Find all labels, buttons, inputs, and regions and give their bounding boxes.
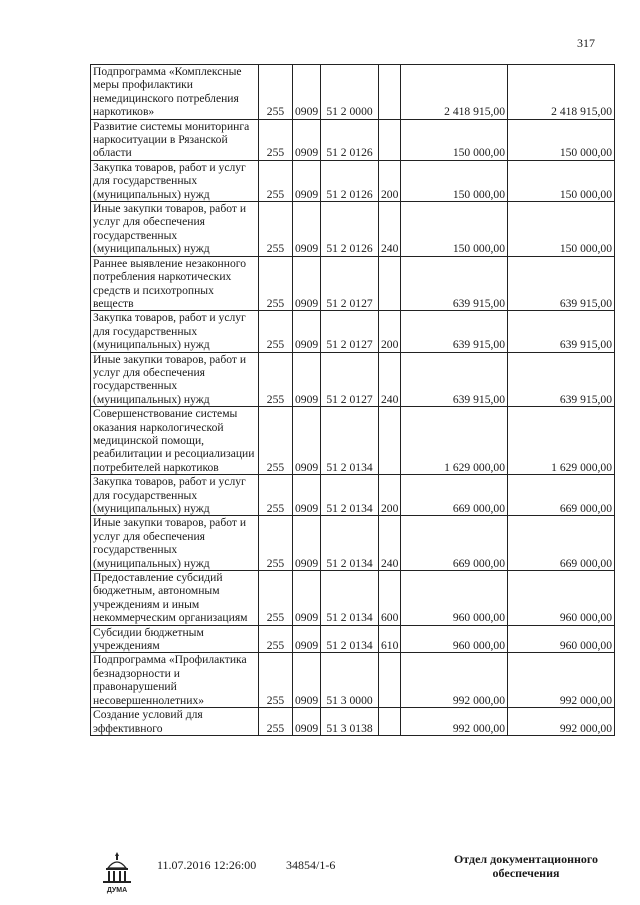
- row-sum2-cell: 669 000,00: [508, 475, 615, 516]
- table-row: [91, 352, 615, 407]
- row-kind-cell: 200: [379, 160, 401, 201]
- row-name-cell: Подпрограмма «Профилактика безнадзорности и правонарушений несовершеннолетних»: [91, 653, 259, 708]
- row-section-cell: 0909: [293, 475, 321, 516]
- row-sum2-cell: 150 000,00: [508, 202, 615, 257]
- row-name-cell: Иные закупки товаров, работ и услуг для обеспечения государственных (муниципальных) нужд: [91, 352, 259, 407]
- row-section-cell: 0909: [293, 653, 321, 708]
- row-code-cell: 255: [259, 625, 293, 653]
- row-name-cell: Иные закупки товаров, работ и услуг для обеспечения государственных (муниципальных) нужд: [91, 516, 259, 571]
- page-footer: [0, 850, 640, 900]
- row-article-cell: 51 2 0134: [321, 516, 379, 571]
- row-kind-cell: [379, 708, 401, 736]
- row-kind-cell: [379, 119, 401, 160]
- table-row: [91, 160, 615, 201]
- row-article-cell: 51 3 0000: [321, 653, 379, 708]
- row-section-cell: 0909: [293, 625, 321, 653]
- row-article-cell: 51 2 0134: [321, 571, 379, 626]
- row-sum1-cell: 150 000,00: [401, 202, 508, 257]
- row-sum2-cell: 992 000,00: [508, 653, 615, 708]
- row-sum2-cell: 2 418 915,00: [508, 65, 615, 120]
- table-row: [91, 625, 615, 653]
- row-name-cell: Закупка товаров, работ и услуг для государственных (муниципальных) нужд: [91, 475, 259, 516]
- row-code-cell: 255: [259, 571, 293, 626]
- row-kind-cell: 240: [379, 516, 401, 571]
- footer-doc-number: 34854/1-6: [286, 858, 336, 872]
- row-name-cell: Подпрограмма «Комплексные меры профилактики немедицинского потребления наркотиков»: [91, 65, 259, 120]
- row-sum1-cell: 992 000,00: [401, 653, 508, 708]
- row-kind-cell: 600: [379, 571, 401, 626]
- table-row: [91, 571, 615, 626]
- row-kind-cell: 610: [379, 625, 401, 653]
- row-sum2-cell: 639 915,00: [508, 256, 615, 311]
- row-section-cell: 0909: [293, 516, 321, 571]
- row-code-cell: 255: [259, 407, 293, 475]
- row-name-cell: Закупка товаров, работ и услуг для государственных (муниципальных) нужд: [91, 160, 259, 201]
- row-kind-cell: [379, 256, 401, 311]
- row-sum2-cell: 960 000,00: [508, 625, 615, 653]
- row-name-cell: Предоставление субсидий бюджетным, автономным учреждениям и иным некоммерческим организациям: [91, 571, 259, 626]
- row-code-cell: 255: [259, 202, 293, 257]
- row-code-cell: 255: [259, 311, 293, 352]
- row-article-cell: 51 2 0134: [321, 625, 379, 653]
- row-section-cell: 0909: [293, 407, 321, 475]
- row-sum1-cell: 639 915,00: [401, 256, 508, 311]
- row-kind-cell: [379, 65, 401, 120]
- row-article-cell: 51 2 0126: [321, 160, 379, 201]
- row-name-cell: Субсидии бюджетным учреждениям: [91, 625, 259, 653]
- row-section-cell: 0909: [293, 708, 321, 736]
- row-section-cell: 0909: [293, 352, 321, 407]
- row-name-cell: Раннее выявление незаконного потребления наркотических средств и психотропных веществ: [91, 256, 259, 311]
- row-code-cell: 255: [259, 256, 293, 311]
- row-sum2-cell: 669 000,00: [508, 516, 615, 571]
- row-sum2-cell: 639 915,00: [508, 352, 615, 407]
- row-name-cell: Совершенствование системы оказания наркологической медицинской помощи, реабилитации и ресоциализации потребителей наркотиков: [91, 407, 259, 475]
- duma-logo-icon: [98, 850, 136, 896]
- row-code-cell: 255: [259, 352, 293, 407]
- row-name-cell: Закупка товаров, работ и услуг для государственных (муниципальных) нужд: [91, 311, 259, 352]
- row-code-cell: 255: [259, 119, 293, 160]
- table-row: [91, 65, 615, 120]
- row-sum2-cell: 1 629 000,00: [508, 407, 615, 475]
- row-article-cell: 51 2 0127: [321, 352, 379, 407]
- row-sum1-cell: 992 000,00: [401, 708, 508, 736]
- row-section-cell: 0909: [293, 65, 321, 120]
- row-code-cell: 255: [259, 475, 293, 516]
- row-sum2-cell: 992 000,00: [508, 708, 615, 736]
- footer-datetime: 11.07.2016 12:26:00: [157, 858, 257, 872]
- row-name-cell: Развитие системы мониторинга наркоситуации в Рязанской области: [91, 119, 259, 160]
- row-article-cell: 51 3 0138: [321, 708, 379, 736]
- row-sum1-cell: 150 000,00: [401, 119, 508, 160]
- row-section-cell: 0909: [293, 256, 321, 311]
- row-article-cell: 51 2 0134: [321, 475, 379, 516]
- row-kind-cell: 240: [379, 202, 401, 257]
- table-row: [91, 256, 615, 311]
- row-kind-cell: 240: [379, 352, 401, 407]
- row-sum1-cell: 639 915,00: [401, 352, 508, 407]
- row-sum2-cell: 150 000,00: [508, 119, 615, 160]
- table-row: [91, 311, 615, 352]
- row-article-cell: 51 2 0000: [321, 65, 379, 120]
- row-sum1-cell: 960 000,00: [401, 625, 508, 653]
- row-article-cell: 51 2 0127: [321, 311, 379, 352]
- table-row: [91, 653, 615, 708]
- row-sum1-cell: 960 000,00: [401, 571, 508, 626]
- row-article-cell: 51 2 0126: [321, 202, 379, 257]
- table-row: [91, 119, 615, 160]
- row-sum1-cell: 1 629 000,00: [401, 407, 508, 475]
- footer-department: Отдел документационного обеспечения: [453, 852, 599, 880]
- row-section-cell: 0909: [293, 311, 321, 352]
- row-sum1-cell: 150 000,00: [401, 160, 508, 201]
- row-code-cell: 255: [259, 65, 293, 120]
- row-name-cell: Создание условий для эффективного: [91, 708, 259, 736]
- logo-text: ДУМА: [106, 887, 128, 894]
- row-section-cell: 0909: [293, 119, 321, 160]
- row-sum1-cell: 669 000,00: [401, 475, 508, 516]
- budget-table: [90, 64, 615, 736]
- row-section-cell: 0909: [293, 571, 321, 626]
- row-code-cell: 255: [259, 160, 293, 201]
- row-sum1-cell: 639 915,00: [401, 311, 508, 352]
- table-row: [91, 516, 615, 571]
- row-section-cell: 0909: [293, 202, 321, 257]
- table-row: [91, 475, 615, 516]
- row-kind-cell: [379, 407, 401, 475]
- row-article-cell: 51 2 0127: [321, 256, 379, 311]
- table-row: [91, 202, 615, 257]
- row-code-cell: 255: [259, 653, 293, 708]
- row-sum1-cell: 669 000,00: [401, 516, 508, 571]
- row-code-cell: 255: [259, 708, 293, 736]
- row-section-cell: 0909: [293, 160, 321, 201]
- row-kind-cell: [379, 653, 401, 708]
- row-sum2-cell: 960 000,00: [508, 571, 615, 626]
- row-sum1-cell: 2 418 915,00: [401, 65, 508, 120]
- row-sum2-cell: 639 915,00: [508, 311, 615, 352]
- table-row: [91, 407, 615, 475]
- row-code-cell: 255: [259, 516, 293, 571]
- row-kind-cell: 200: [379, 475, 401, 516]
- table-row: [91, 708, 615, 736]
- row-name-cell: Иные закупки товаров, работ и услуг для обеспечения государственных (муниципальных) нужд: [91, 202, 259, 257]
- row-article-cell: 51 2 0134: [321, 407, 379, 475]
- row-article-cell: 51 2 0126: [321, 119, 379, 160]
- row-kind-cell: 200: [379, 311, 401, 352]
- row-sum2-cell: 150 000,00: [508, 160, 615, 201]
- page-number: 317: [577, 36, 595, 50]
